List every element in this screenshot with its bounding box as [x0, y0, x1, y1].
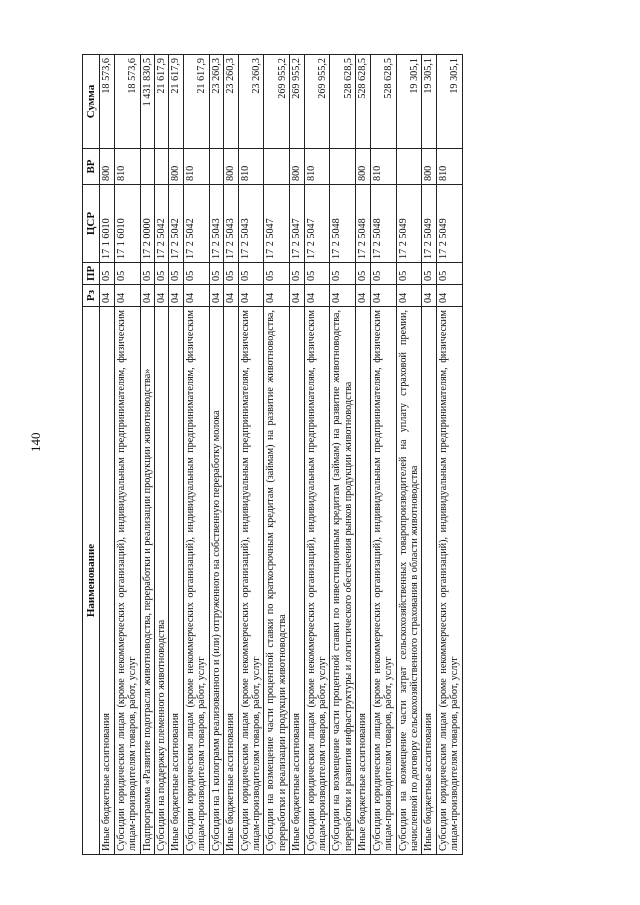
cell-sum: 23 260,3: [224, 55, 238, 149]
cell-sum: 18 573,6: [114, 55, 140, 149]
cell-pr: 05: [100, 263, 114, 285]
table-row: [100, 55, 114, 855]
table-row: [356, 55, 370, 855]
cell-rz: 04: [100, 285, 114, 307]
cell-rz: 04: [290, 285, 304, 307]
cell-pr: 05: [114, 263, 140, 285]
cell-sum: 19 305,1: [436, 55, 462, 149]
table-row: [155, 55, 169, 855]
header-sum: Сумма: [83, 55, 100, 149]
cell-vr: 800: [169, 149, 183, 185]
cell-csr: 17 2 5048: [356, 185, 370, 263]
table-row: [114, 55, 140, 855]
header-vr: ВР: [83, 149, 100, 185]
cell-pr: 05: [264, 263, 290, 285]
cell-sum: 18 573,6: [100, 55, 114, 149]
cell-rz: 04: [155, 285, 169, 307]
cell-sum: 23 260,3: [238, 55, 264, 149]
cell-rz: 04: [356, 285, 370, 307]
cell-vr: [140, 149, 154, 185]
cell-rz: 04: [169, 285, 183, 307]
cell-vr: [209, 149, 223, 185]
cell-name: Субсидии на возмещение части затрат сельскохозяйственных товаропроизводителей на уплату страховой премии, начисленной по договору сельскохозяйственного страхования в области животноводства: [396, 307, 422, 855]
cell-pr: 05: [169, 263, 183, 285]
cell-rz: 04: [140, 285, 154, 307]
cell-rz: 04: [209, 285, 223, 307]
cell-name: Субсидии юридическим лицам (кроме некоммерческих организаций), индивидуальным предпринимателям, физическим лицам-производителям товаров, работ, услуг: [370, 307, 396, 855]
cell-csr: 17 2 5048: [330, 185, 356, 263]
cell-pr: 05: [183, 263, 209, 285]
cell-sum: 19 305,1: [396, 55, 422, 149]
cell-csr: 17 2 5042: [169, 185, 183, 263]
cell-rz: 04: [183, 285, 209, 307]
cell-vr: 810: [436, 149, 462, 185]
cell-pr: 05: [396, 263, 422, 285]
cell-csr: 17 2 5043: [224, 185, 238, 263]
cell-sum: 269 955,2: [290, 55, 304, 149]
cell-rz: 04: [422, 285, 436, 307]
cell-rz: 04: [330, 285, 356, 307]
table-row: [330, 55, 356, 855]
cell-name: Иные бюджетные ассигнования: [422, 307, 436, 855]
cell-csr: 17 2 0000: [140, 185, 154, 263]
cell-name: Субсидии юридическим лицам (кроме некоммерческих организаций), индивидуальным предпринимателям, физическим лицам-производителям товаров, работ, услуг: [114, 307, 140, 855]
cell-csr: 17 2 5049: [436, 185, 462, 263]
cell-vr: 810: [114, 149, 140, 185]
cell-csr: 17 2 5043: [209, 185, 223, 263]
rotated-table-container: [82, 55, 463, 855]
cell-name: Иные бюджетные ассигнования: [356, 307, 370, 855]
cell-name: Подпрограмма «Развитие подотрасли животноводства, переработки и реализации продукции животноводства»: [140, 307, 154, 855]
cell-csr: 17 2 5049: [422, 185, 436, 263]
cell-csr: 17 1 6010: [100, 185, 114, 263]
cell-pr: 05: [224, 263, 238, 285]
cell-csr: 17 2 5043: [238, 185, 264, 263]
cell-rz: 04: [238, 285, 264, 307]
cell-csr: 17 2 5047: [264, 185, 290, 263]
table-row: [183, 55, 209, 855]
cell-rz: 04: [396, 285, 422, 307]
table-row: [224, 55, 238, 855]
cell-pr: 05: [238, 263, 264, 285]
table-row: [436, 55, 462, 855]
cell-name: Иные бюджетные ассигнования: [169, 307, 183, 855]
cell-csr: 17 2 5047: [290, 185, 304, 263]
table-row: [169, 55, 183, 855]
cell-pr: 05: [290, 263, 304, 285]
cell-name: Субсидии на возмещение части процентной ставки по краткосрочным кредитам (займам) на развитие животноводства, переработки и реализации продукции животноводства: [264, 307, 290, 855]
header-name: Наименование: [83, 307, 100, 855]
cell-sum: 528 628,5: [330, 55, 356, 149]
cell-csr: 17 2 5047: [304, 185, 330, 263]
cell-name: Субсидии на возмещение части процентной ставки по инвестиционным кредитам (займам) на развитие животноводства, переработки и развития инфраструктуры и логистического обеспечения рынков продукции животноводства: [330, 307, 356, 855]
page-number: 140: [28, 432, 43, 452]
cell-vr: 800: [224, 149, 238, 185]
cell-vr: [330, 149, 356, 185]
cell-pr: 05: [330, 263, 356, 285]
cell-name: Субсидии юридическим лицам (кроме некоммерческих организаций), индивидуальным предпринимателям, физическим лицам-производителям товаров, работ, услуг: [436, 307, 462, 855]
cell-sum: 19 305,1: [422, 55, 436, 149]
cell-vr: [396, 149, 422, 185]
cell-pr: 05: [155, 263, 169, 285]
cell-vr: 800: [290, 149, 304, 185]
table-row: [264, 55, 290, 855]
cell-rz: 04: [114, 285, 140, 307]
cell-name: Субсидии юридическим лицам (кроме некоммерческих организаций), индивидуальным предпринимателям, физическим лицам-производителям товаров, работ, услуг: [183, 307, 209, 855]
cell-vr: [264, 149, 290, 185]
cell-vr: 810: [183, 149, 209, 185]
cell-sum: 269 955,2: [264, 55, 290, 149]
cell-sum: 23 260,3: [209, 55, 223, 149]
cell-vr: 800: [356, 149, 370, 185]
cell-rz: 04: [224, 285, 238, 307]
cell-vr: 810: [370, 149, 396, 185]
table-row: [304, 55, 330, 855]
cell-pr: 05: [140, 263, 154, 285]
cell-csr: 17 2 5042: [183, 185, 209, 263]
cell-sum: 21 617,9: [155, 55, 169, 149]
cell-sum: 21 617,9: [169, 55, 183, 149]
cell-rz: 04: [436, 285, 462, 307]
cell-vr: 800: [422, 149, 436, 185]
header-csr: ЦСР: [83, 185, 100, 263]
cell-rz: 04: [304, 285, 330, 307]
cell-sum: 1 431 830,5: [140, 55, 154, 149]
cell-name: Иные бюджетные ассигнования: [224, 307, 238, 855]
cell-vr: 810: [238, 149, 264, 185]
cell-name: Субсидии юридическим лицам (кроме некоммерческих организаций), индивидуальным предпринимателям, физическим лицам-производителям товаров, работ, услуг: [238, 307, 264, 855]
header-rz: Рз: [83, 285, 100, 307]
table-row: [422, 55, 436, 855]
cell-vr: 800: [100, 149, 114, 185]
table-row: [209, 55, 223, 855]
table-row: [370, 55, 396, 855]
cell-sum: 21 617,9: [183, 55, 209, 149]
cell-name: Субсидии на 1 килограмм реализованного и (или) отгруженного на собственную переработку молока: [209, 307, 223, 855]
table-header-row: [83, 55, 100, 855]
cell-pr: 05: [209, 263, 223, 285]
table-body: [100, 55, 462, 855]
cell-pr: 05: [356, 263, 370, 285]
cell-name: Иные бюджетные ассигнования: [290, 307, 304, 855]
cell-csr: 17 1 6010: [114, 185, 140, 263]
budget-table: [82, 54, 463, 855]
cell-rz: 04: [370, 285, 396, 307]
cell-sum: 528 628,5: [356, 55, 370, 149]
cell-csr: 17 2 5049: [396, 185, 422, 263]
cell-name: Субсидии юридическим лицам (кроме некоммерческих организаций), индивидуальным предпринимателям, физическим лицам-производителям товаров, работ, услуг: [304, 307, 330, 855]
cell-sum: 269 955,2: [304, 55, 330, 149]
header-pr: ПР: [83, 263, 100, 285]
cell-vr: [155, 149, 169, 185]
cell-name: Субсидии на поддержку племенного животноводства: [155, 307, 169, 855]
cell-name: Иные бюджетные ассигнования: [100, 307, 114, 855]
table-row: [396, 55, 422, 855]
cell-rz: 04: [264, 285, 290, 307]
cell-pr: 05: [436, 263, 462, 285]
cell-vr: 810: [304, 149, 330, 185]
cell-csr: 17 2 5048: [370, 185, 396, 263]
table-row: [290, 55, 304, 855]
cell-csr: 17 2 5042: [155, 185, 169, 263]
table-row: [238, 55, 264, 855]
table-row: [140, 55, 154, 855]
cell-sum: 528 628,5: [370, 55, 396, 149]
cell-pr: 05: [304, 263, 330, 285]
cell-pr: 05: [370, 263, 396, 285]
cell-pr: 05: [422, 263, 436, 285]
